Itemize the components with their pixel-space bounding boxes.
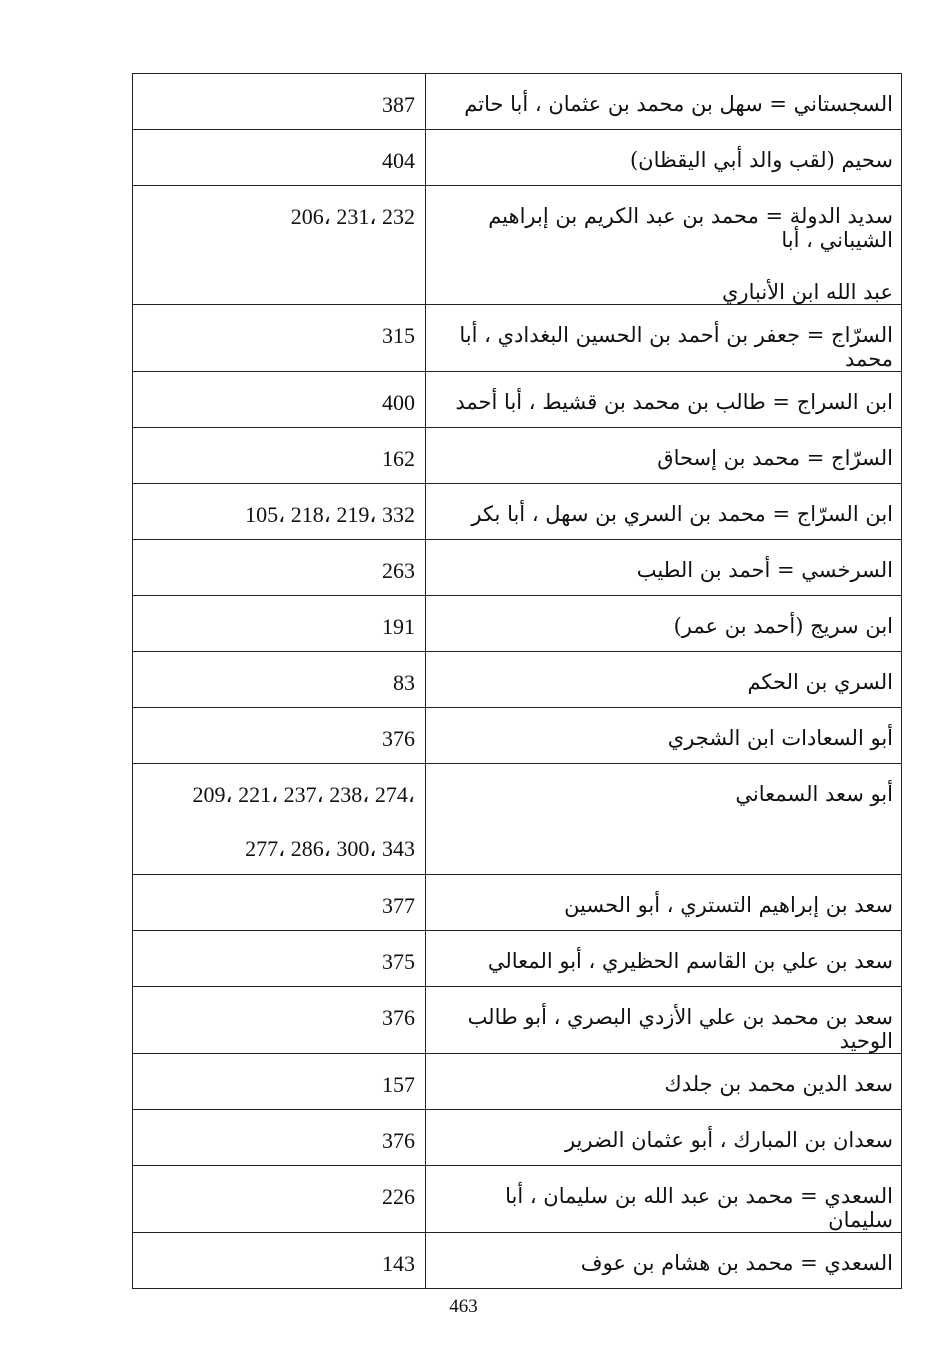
entry-name-continued: عبد الله ابن الأنباري	[722, 280, 893, 304]
table-row	[133, 652, 902, 708]
table-row	[133, 372, 902, 428]
entry-name-cell	[426, 186, 902, 305]
entry-name: السجستاني = سهل بن محمد بن عثمان ، أبا حاتم	[426, 74, 902, 130]
page-refs: 191	[133, 596, 426, 652]
page-refs: ،274 ،238 ،237 ،221 ،209	[192, 782, 415, 807]
table-row	[133, 484, 902, 540]
table-row	[133, 1110, 902, 1166]
page-refs: 377	[133, 875, 426, 931]
table-row	[133, 186, 902, 305]
page-refs: 376	[133, 708, 426, 764]
page-refs: 332 ،219 ،218 ،105	[133, 484, 426, 540]
page-refs: 162	[133, 428, 426, 484]
table-row	[133, 987, 902, 1054]
page-refs: 376	[133, 987, 426, 1054]
table-row	[133, 540, 902, 596]
index-table-container	[132, 73, 893, 1289]
page-refs-cell	[133, 764, 426, 875]
entry-name: السرّاج = محمد بن إسحاق	[426, 428, 902, 484]
table-row	[133, 1054, 902, 1110]
page-number: 463	[449, 1296, 478, 1317]
table-row	[133, 130, 902, 186]
page-refs: 400	[133, 372, 426, 428]
index-table	[132, 73, 902, 1289]
entry-name: السعدي = محمد بن عبد الله بن سليمان ، أبا سليمان	[426, 1166, 902, 1233]
entry-name: سعد الدين محمد بن جلدك	[426, 1054, 902, 1110]
entry-name: ابن السرّاج = محمد بن السري بن سهل ، أبا بكر	[426, 484, 902, 540]
table-row	[133, 596, 902, 652]
entry-name: السرّاج = جعفر بن أحمد بن الحسين البغدادي ، أبا محمد	[426, 305, 902, 372]
entry-name: ابن سريج (أحمد بن عمر)	[426, 596, 902, 652]
page-refs: 226	[133, 1166, 426, 1233]
entry-name: سديد الدولة = محمد بن عبد الكريم بن إبراهيم الشيباني ، أبا	[488, 204, 893, 252]
page-refs: 232 ،231 ،206	[133, 186, 426, 305]
table-row	[133, 764, 902, 875]
entry-name: السري بن الحكم	[426, 652, 902, 708]
entry-name: أبو سعد السمعاني	[426, 764, 902, 875]
page-refs: 157	[133, 1054, 426, 1110]
entry-name: سعد بن إبراهيم التستري ، أبو الحسين	[426, 875, 902, 931]
page-refs: 376	[133, 1110, 426, 1166]
table-row	[133, 708, 902, 764]
page-refs: 315	[133, 305, 426, 372]
table-row	[133, 931, 902, 987]
entry-name: أبو السعادات ابن الشجري	[426, 708, 902, 764]
page-refs: 143	[133, 1233, 426, 1289]
page-refs: 263	[133, 540, 426, 596]
entry-name: ابن السراج = طالب بن محمد بن قشيط ، أبا أحمد	[426, 372, 902, 428]
table-row	[133, 1166, 902, 1233]
entry-name: سعد بن محمد بن علي الأزدي البصري ، أبو طالب الوحيد	[426, 987, 902, 1054]
entry-name: سحيم (لقب والد أبي اليقظان)	[426, 130, 902, 186]
page-refs: 83	[133, 652, 426, 708]
page-refs: 387	[133, 74, 426, 130]
page-refs: 404	[133, 130, 426, 186]
page-refs-continued: 343 ،300 ،286 ،277	[245, 836, 415, 861]
table-row	[133, 875, 902, 931]
entry-name: السرخسي = أحمد بن الطيب	[426, 540, 902, 596]
entry-name: سعد بن علي بن القاسم الحظيري ، أبو المعالي	[426, 931, 902, 987]
table-row	[133, 1233, 902, 1289]
table-row	[133, 74, 902, 130]
table-row	[133, 428, 902, 484]
page-refs: 375	[133, 931, 426, 987]
table-row	[133, 305, 902, 372]
entry-name: السعدي = محمد بن هشام بن عوف	[426, 1233, 902, 1289]
entry-name: سعدان بن المبارك ، أبو عثمان الضرير	[426, 1110, 902, 1166]
